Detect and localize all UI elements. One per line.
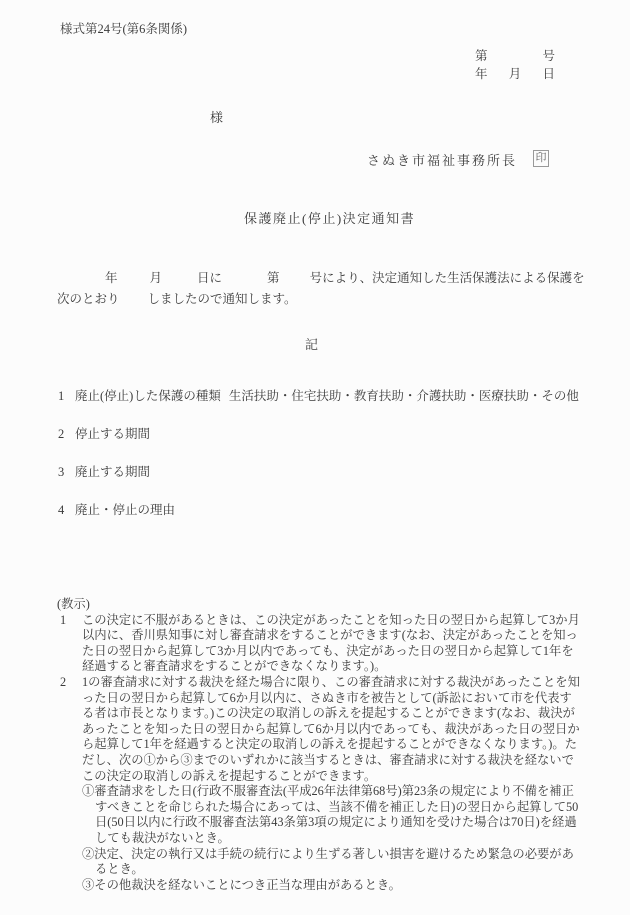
item-label: 廃止する期間 — [75, 465, 151, 479]
item-number: 4 — [58, 503, 65, 517]
instruction-number: 2 — [60, 674, 67, 689]
list-item-suspension-period — [58, 424, 150, 442]
date-line — [475, 64, 555, 82]
body-line-1 — [57, 268, 585, 286]
body-line1-text: 号により、決定通知した生活保護法による保護を — [309, 271, 585, 285]
addressee-honorific: 様 — [210, 110, 224, 125]
item-label: 廃止・停止の理由 — [75, 503, 176, 517]
date-day-label: 日 — [542, 67, 555, 81]
body-line2-suffix: しましたので通知します。 — [147, 292, 297, 306]
body-month-label: 月 — [149, 271, 163, 285]
instruction-text: 1の審査請求に対する裁決を経た場合に限り、この審査請求に対する裁決があったことを知った日の翌日から起算して6か月以内に、さぬき市を被告として(訴訟において市を代表する者は市長となります。)この決定の取消しの訴えを提起することができます(なお、裁決があったことを知った日の翌日から起算して6か月以内であっても、裁決があった日の翌日から起算して1年を経過すると決定の取消しの訴えを提起することができなくなります。)。ただし、次の①から③までのいずれかに該当するときは、審査請求に対する裁決を経ないでこの決定の取消しの訴えを提起することができます。 — [82, 674, 580, 783]
list-item-reason — [58, 500, 175, 518]
instruction-item-2 — [57, 675, 581, 784]
body-line2-prefix: 次のとおり — [57, 292, 120, 306]
instructions-header: (教示) — [57, 597, 90, 611]
instruction-number: 1 — [60, 612, 67, 627]
list-item-abolition-period — [58, 462, 150, 480]
item-label: 停止する期間 — [75, 427, 151, 441]
body-number-prefix: 第 — [267, 271, 280, 285]
item-number: 1 — [58, 389, 65, 403]
item-label: 廃止(停止)した保護の種類 — [75, 389, 221, 403]
item-number: 2 — [58, 427, 65, 441]
date-month-label: 月 — [508, 67, 522, 81]
document-title: 保護廃止(停止)決定通知書 — [244, 211, 416, 226]
ki-marker: 記 — [305, 337, 319, 352]
list-item-protection-types — [58, 386, 579, 404]
instruction-item-1 — [57, 613, 581, 675]
instruction-sub-item-3: ③その他裁決を経ないことにつき正当な理由があるとき。 — [82, 877, 401, 892]
body-year-label: 年 — [105, 271, 118, 285]
document-number-line — [475, 46, 555, 64]
body-line-2 — [57, 289, 297, 307]
form-number: 様式第24号(第6条関係) — [60, 22, 188, 36]
date-year-label: 年 — [475, 67, 488, 81]
instruction-sub-item-1: ①審査請求をした日(行政不服審査法(平成26年法律第68号)第23条の規定により不備を補正すべきことを命じられた場合にあっては、当該不備を補正した日)の翌日から起算して50日(50日以内に行政不服審査法第43条第3項の規定により通知を受けた場合は70日)を経過しても裁決がないとき。 — [82, 784, 579, 845]
instruction-text: この決定に不服があるときは、この決定があったことを知った日の翌日から起算して3か月以内に、香川県知事に対し審査請求をすることができます(なお、決定があったことを知った日の翌日から起算して3か月以内であっても、決定があった日の翌日から起算して1年を経過すると審査請求をすることができなくなります。)。 — [82, 612, 580, 674]
item-value: 生活扶助・住宅扶助・教育扶助・介護扶助・医療扶助・その他 — [228, 389, 579, 403]
sender-title: さぬき市福祉事務所長 — [367, 153, 518, 168]
instruction-sub-item-2: ②決定、決定の執行又は手続の続行により生ずる著しい損害を避けるため緊急の必要があるとき。 — [82, 846, 574, 877]
instructions-section — [57, 597, 581, 893]
body-day-label: 日に — [197, 271, 223, 285]
doc-number-suffix: 号 — [542, 49, 555, 63]
doc-number-prefix: 第 — [475, 49, 488, 63]
seal-stamp: 印 — [533, 150, 549, 167]
item-number: 3 — [58, 465, 65, 479]
